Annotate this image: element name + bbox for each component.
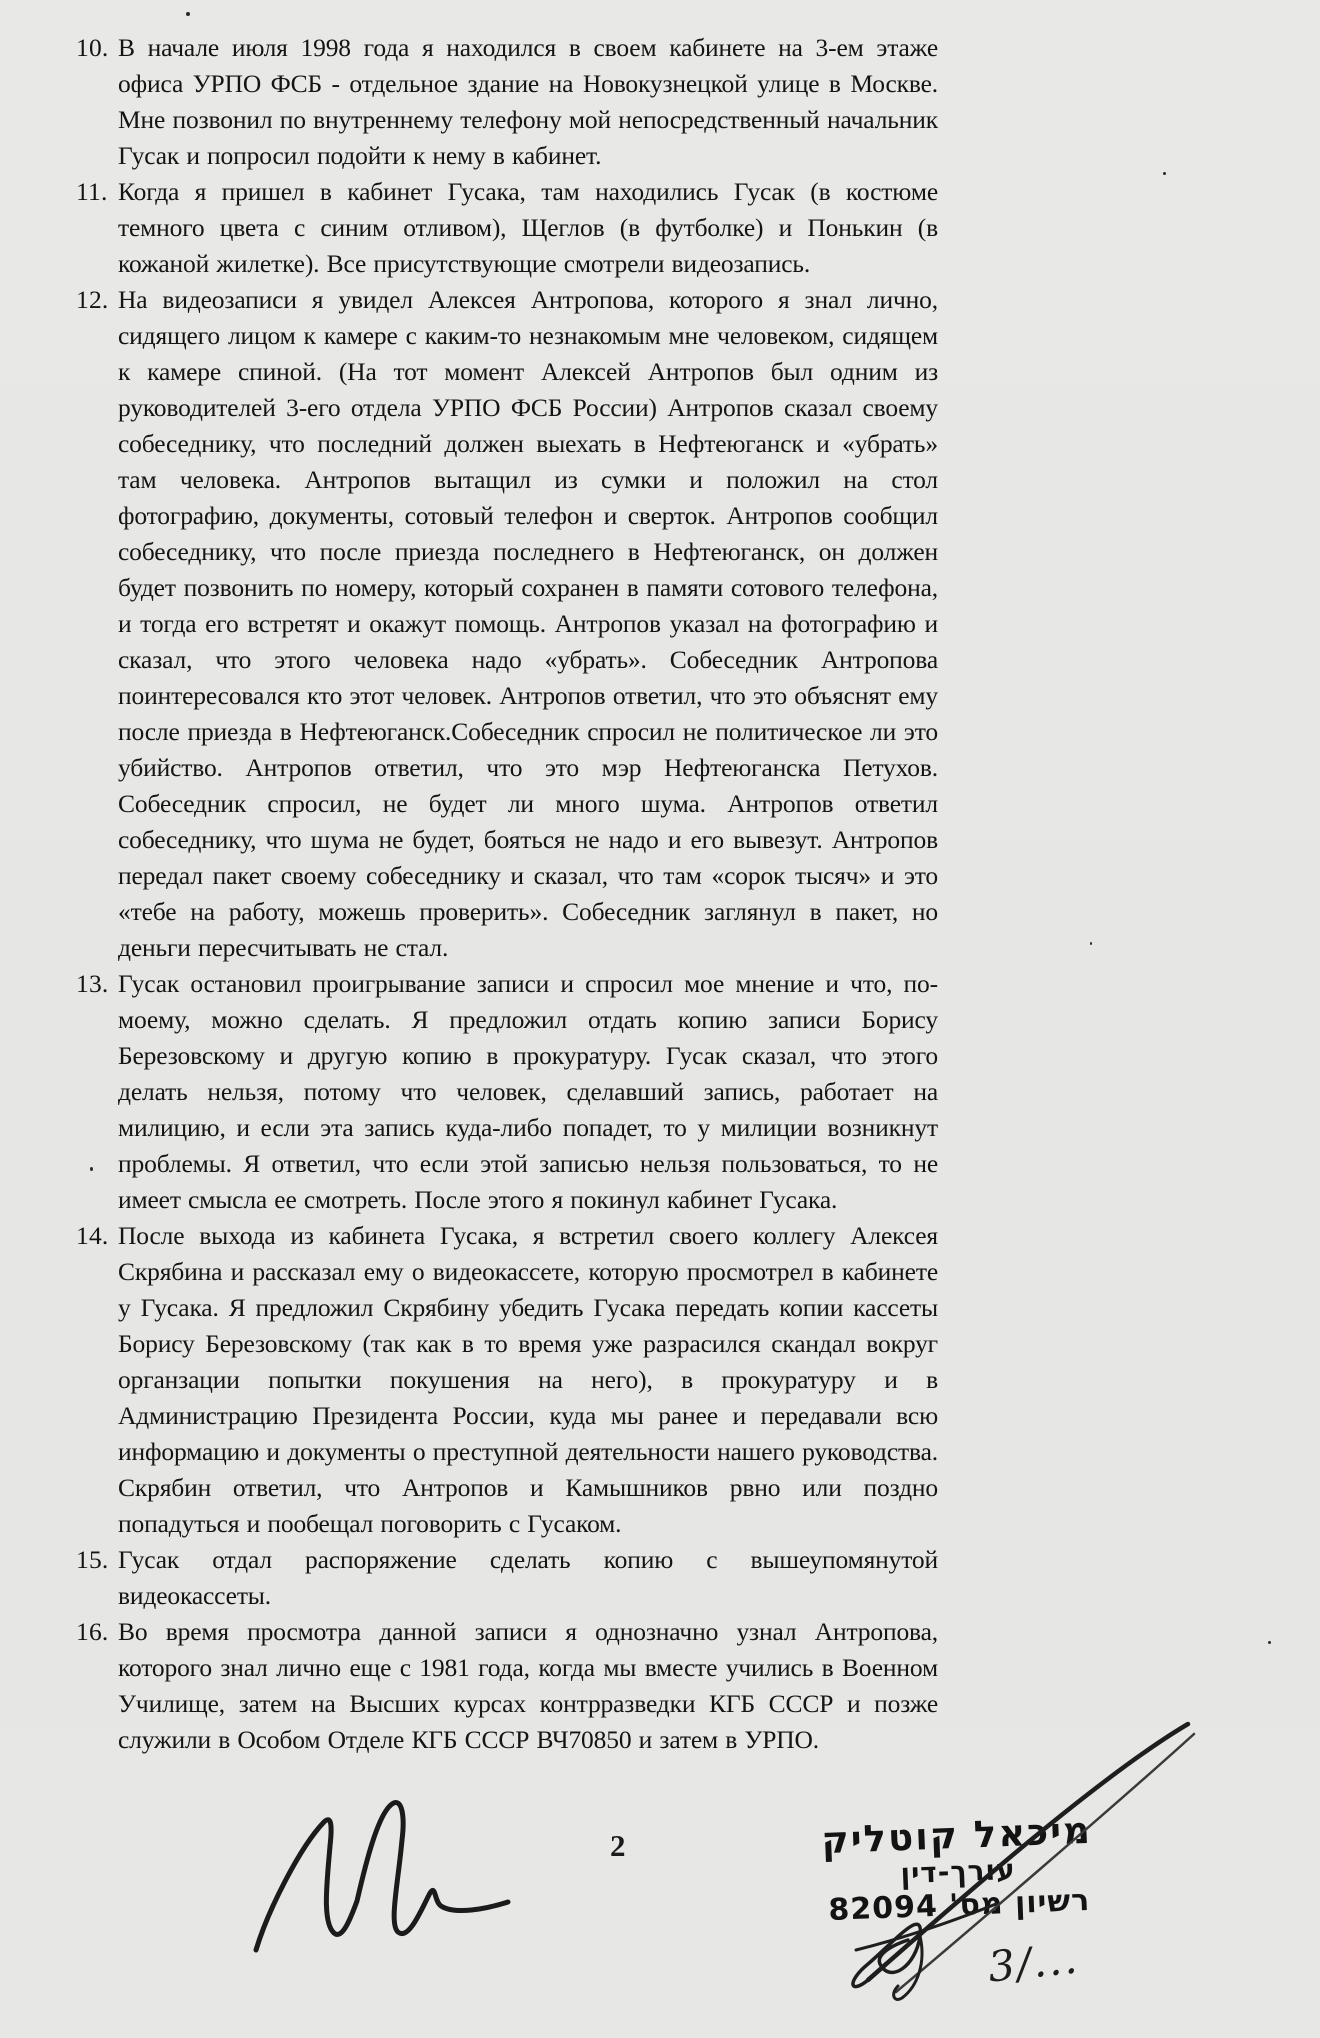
paragraph-text: Когда я пришел в кабинет Гусака, там находились Гусак (в костюме темного цвета с синим отливом), Щеглов (в футболке) и Понькин (в кожаной жилетке). Все присутствующие смотрели видеозапись. bbox=[118, 177, 938, 278]
paragraph-text: На видеозаписи я увидел Алексея Антропова, которого я знал лично, сидящего лицом к камере с каким-то незнакомым мне человеком, сидящем к камере спиной. (На тот момент Алексей Антропов был одним из руководителей 3-его отдела УРПО ФСБ России) Антропов сказал своему собеседнику, что последний должен выехать в Нефтеюганск и «убрать» там человека. Антропов вытащил из сумки и положил на стол фотографию, документы, сотовый телефон и сверток. Антропов сообщил собеседнику, что после приезда последнего в Нефтеюганск, он должен будет позвонить по номеру, который сохранен в памяти сотового телефона, и тогда его встретят и окажут помощь. Антропов указал на фотографию и сказал, что этого человека надо «убрать». Собеседник Антропова поинтересовался кто этот человек. Антропов ответил, что это объяснят ему после приезда в Нефтеюганск.Собеседник спросил не политическое ли это убийство. Антропов ответил, что это мэр Нефтеюганска Петухов. Собеседник спросил, не будет ли много шума. Антропов ответил собеседнику, что шума не будет, бояться не надо и его вывезут. Антропов передал пакет своему собеседнику и сказал, что там «сорок тысяч» и это «тебе на работу, можешь проверить». Собеседник заглянул в пакет, но деньги пересчитывать не стал. bbox=[118, 285, 938, 962]
scan-speck bbox=[90, 1167, 93, 1171]
paragraph-11 bbox=[76, 174, 938, 282]
paragraph-16 bbox=[76, 1614, 938, 1758]
paragraph-number: 11. bbox=[76, 177, 108, 206]
scan-speck bbox=[1163, 172, 1166, 175]
paragraph-number: 13. bbox=[76, 969, 109, 998]
stamp-attorney-name: מיכאל קוטליק bbox=[820, 1808, 1093, 1863]
scan-speck bbox=[186, 12, 190, 16]
scan-speck bbox=[1090, 942, 1092, 945]
paragraph-number: 12. bbox=[76, 285, 109, 314]
paragraph-text: Гусак остановил проигрывание записи и спросил мое мнение и что, по-моему, можно сделать. Я предложил отдать копию записи Борису Березовскому и другую копию в прокуратуру. Гусак сказал, что этого делать нельзя, потому что человек, сделавший запись, работает на милицию, и если эта запись куда-либо попадет, то у милиции возникнут проблемы. Я ответил, что если этой записью нельзя пользоваться, то не имеет смысла ее смотреть. После этого я покинул кабинет Гусака. bbox=[118, 969, 938, 1214]
paragraph-number: 16. bbox=[76, 1617, 109, 1646]
paragraph-10 bbox=[76, 30, 938, 174]
statement-body bbox=[76, 30, 938, 1758]
paragraph-number: 10. bbox=[76, 33, 109, 62]
paragraph-text: После выхода из кабинета Гусака, я встретил своего коллегу Алексея Скрябина и рассказал ему о видеокассете, которую просмотрел в кабинете у Гусака. Я предложил Скрябину убедить Гусака передать копии кассеты Борису Березовскому (так как в то время уже разрасился скандал вокруг органзации попытки покушения на него), в прокуратуру и в Администрацию Президента России, куда мы ранее и передавали всю информацию и документы о преступной деятельности нашего руководства. Скрябин ответил, что Антропов и Камышников рвно или поздно попадуться и пообещал поговорить с Гусаком. bbox=[118, 1221, 938, 1538]
paragraph-13 bbox=[76, 966, 938, 1218]
stamp-attorney-title: עורך-דין bbox=[899, 1852, 1017, 1891]
paragraph-14 bbox=[76, 1218, 938, 1542]
paragraph-text: В начале июля 1998 года я находился в своем кабинете на 3-ем этаже офиса УРПО ФСБ - отдельное здание на Новокузнецкой улице в Москве. Мне позвонил по внутреннему телефону мой непосредственный начальник Гусак и попросил подойти к нему в кабинет. bbox=[118, 33, 938, 170]
paragraph-12 bbox=[76, 282, 938, 966]
paragraph-number: 15. bbox=[76, 1545, 109, 1574]
witness-signature bbox=[238, 1792, 518, 1962]
page-number: 2 bbox=[610, 1828, 626, 1863]
scan-speck bbox=[1268, 1641, 1271, 1644]
paragraph-text: Во время просмотра данной записи я однозначно узнал Антропова, которого знал лично еще с 1981 года, когда мы вместе учились в Военном Училище, затем на Высших курсах контрразведки КГБ СССР и позже служили в Особом Отделе КГБ СССР ВЧ70850 и затем в УРПО. bbox=[118, 1617, 938, 1754]
paragraph-text: Гусак отдал распоряжение сделать копию с вышеупомянутой видеокассеты. bbox=[118, 1545, 938, 1610]
paragraph-15 bbox=[76, 1542, 938, 1614]
paragraph-number: 14. bbox=[76, 1221, 109, 1250]
stamp-license-number: רשיון מס' 82094 bbox=[827, 1882, 1091, 1928]
handwritten-corner-note: 3/... bbox=[985, 1933, 1082, 1992]
